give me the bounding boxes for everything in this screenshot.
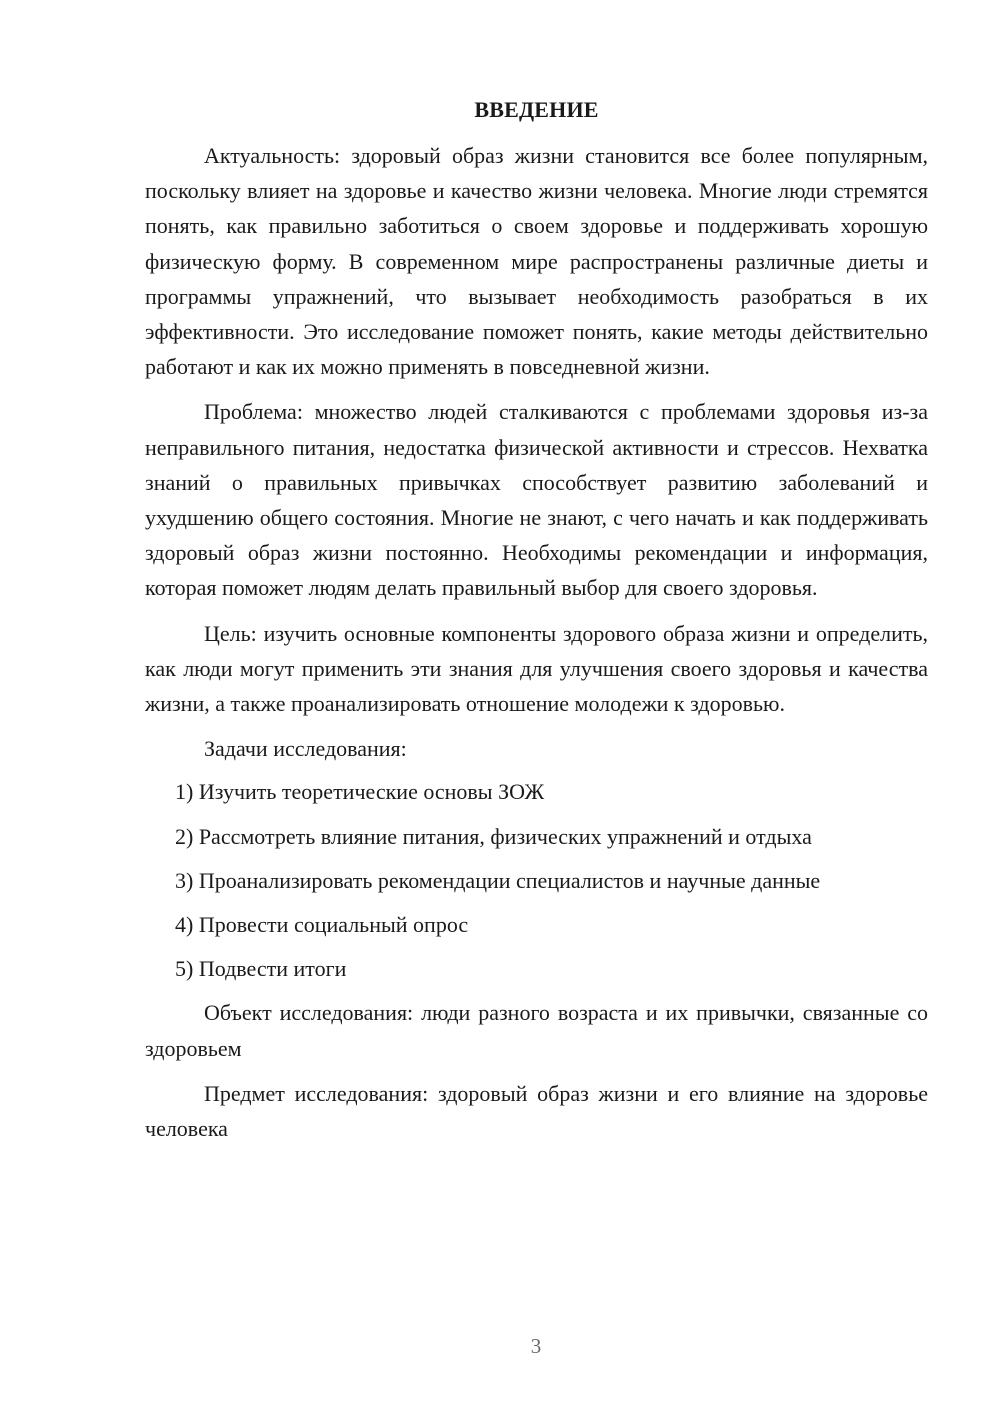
page-number: 3 [530, 1334, 542, 1358]
tasks-list [145, 774, 928, 986]
paragraph-object: Объект исследования: люди разного возраста и их привычки, связанные со здоровьем [145, 1000, 928, 1061]
tasks-heading: Задачи исследования: [204, 736, 407, 762]
task-item: 5) Подвести итоги [175, 956, 347, 982]
paragraph-subject: Предмет исследования: здоровый образ жизни и его влияние на здоровье человека [145, 1080, 928, 1142]
task-item: 3) Проанализировать рекомендации специалистов и научные данные [175, 867, 821, 893]
page-title: ВВЕДЕНИЕ [474, 97, 599, 122]
task-item: 1) Изучить теоретические основы ЗОЖ [175, 779, 545, 805]
task-item: 2) Рассмотреть влияние питания, физических упражнений и отдыха [175, 823, 812, 849]
paragraph-goal: Цель: изучить основные компоненты здорового образа жизни и определить, как люди могут применить эти знания для улучшения своего здоровья и качества жизни, а также проанализировать отношение молодежи к здоровью. [145, 620, 928, 717]
page-content [145, 95, 928, 1156]
task-item: 4) Провести социальный опрос [175, 912, 469, 938]
paragraph-relevance: Актуальность: здоровый образ жизни становится все более популярным, поскольку влияет на здоровье и качество жизни человека. Многие люди стремятся понять, как правильно заботиться о своем здоровье и поддерживать хорошую физическую форму. В современном мире распространены различные диеты и программы упражнений, что вызывает необходимость разобраться в их эффективности. Это исследование поможет понять, какие методы действительно работают и как их можно применять в повседневной жизни. [145, 143, 928, 380]
paragraph-problem: Проблема: множество людей сталкиваются с проблемами здоровья из-за неправильного питания, недостатка физической активности и стрессов. Нехватка знаний о правильных привычках способствует развитию заболеваний и ухудшению общего состояния. Многие не знают, с чего начать и как поддерживать здоровый образ жизни постоянно. Необходимы рекомендации и информация, которая поможет людям делать правильный выбор для своего здоровья. [145, 399, 928, 601]
